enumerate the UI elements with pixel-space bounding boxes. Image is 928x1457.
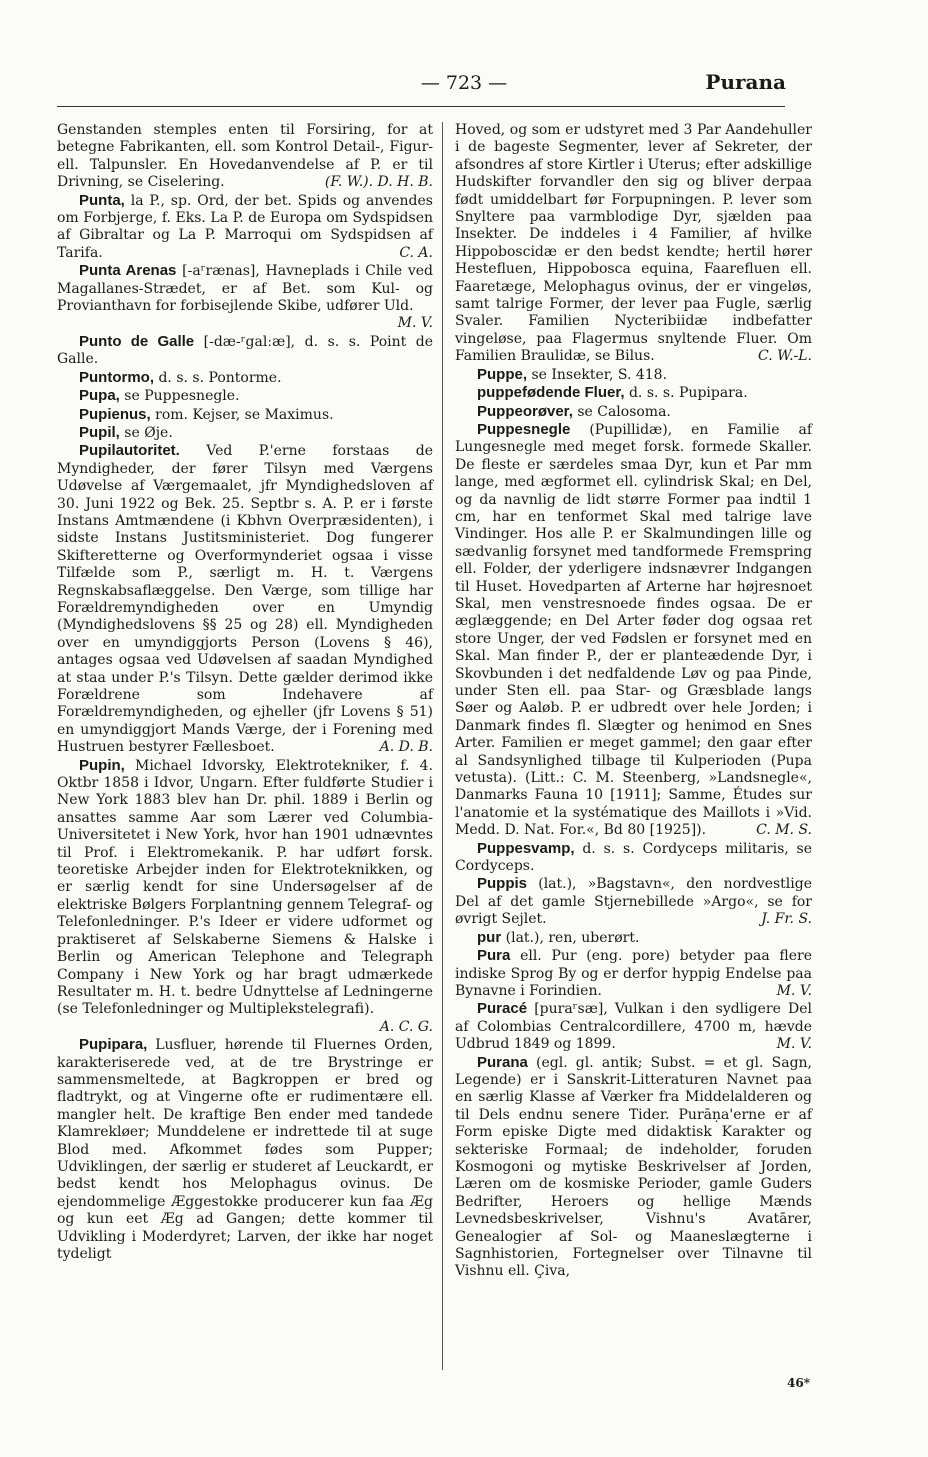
entry-headword: Puppesnegle bbox=[477, 420, 571, 438]
entry-text: Lusfluer, hørende til Fluernes Orden, karakteriserede ved, at de tre Brystringe er sammensmeltede, at Bagkroppen er bred og fladtrykt, og at Vingerne ofte er rudimentære ell. mangler helt. De kraftige Ben ender med tandede Klamrekløer; Munddelene er indrettede til at suge Blod med. Afkommet fødes som Pupper; Udviklingen, der særlig er studeret af Leuckardt, er bedst kendt hos Melophagus ovinus. De ejendommelige Æggestokke producerer kun faa Æg og kun eet Æg ad Gangen; dette kommer til Udvikling i Moderdyret; Larven, der ikke har noget tydeligt bbox=[57, 1037, 434, 1262]
entry-text: (Pupillidæ), en Familie af Lungesnegle med meget forsk. formede Skaller. De fleste er særdeles smaa Dyr, kun et Par mm lange, med ægformet ell. cylindrisk Skal; en Del, og da navnlig de lidt større Former paa indtil 1 cm, har en tenformet Skal med talrige lave Vindinger. Hos alle P. er Skalmundingen lille og sædvanlig forsynet med tandformede Fremspring ell. Folder, der yderligere indsnævrer Indgangen til Huset. Hovedparten af Arterne har højresnoet Skal, men venstresnoede findes ogsaa. De er æglæggende; en Del Arter føder dog ogsaa ret store Unger, der ved Fødslen er forsynet med en Skal. Man finder P., der er planteædende Dyr, i Skovbunden i det nedfaldende Løv og paa Pinde, under Sten ell. paa Star- og Græsblade langs Søer og Aaløb. P. er udbredt over hele Jorden; i Danmark findes fl. Slægter og henimod en Snes Arter. Familien er meget gammel; den gaar efter al Sandsynlighed tilbage til Kulperioden (Pupa vetusta). (Litt.: C. M. Steenberg, »Landsnegle«, Danmarks Fauna 10 [1911]; Samme, Études sur l'anatomie et la systématique des Maillots i »Vid. Medd. D. Nat. For.«, Bd 80 [1925]). bbox=[455, 421, 813, 839]
entry-author-signature: C. M. S. bbox=[756, 822, 812, 839]
entry-headword: Puppesvamp, bbox=[477, 839, 575, 857]
entry-text: Hoved, og som er udstyret med 3 Par Aandehuller i de bageste Segmenter, lever af Sekreter, der afsondres af store Kirtler i Uterus; efter adskillige Hudskifter forvandler den sig og bliver derpaa født umiddelbart før Forpupningen. P. lever som Snyltere paa varmblodige Dyr, sjælden paa Insekter. De inddeles i 4 Familier, af hvilke Hippoboscidæ er den bedst kendte; hertil hører Hestefluen, Hippobosca equina, Faarefluen ell. Faaretæge, Melophagus ovinus, der er vingeløs, samt talrige Former, der lever paa Fugle, særlig Svaler. Familien Nycteribiidæ indbefatter vingeløse, paa Flagermus snyltende Fluer. Om Familien Braulidæ, se Bilus. bbox=[455, 122, 812, 365]
left-column bbox=[57, 122, 433, 1263]
entry-text: (lat.), »Bagstavn«, den nordvestlige Del af det gamle Stjernebillede »Argo«, se for øvrigt Sejlet. bbox=[455, 876, 812, 928]
dictionary-entry bbox=[455, 403, 812, 421]
entry-text: se Calosoma. bbox=[577, 403, 671, 420]
dictionary-entry bbox=[57, 387, 433, 405]
dictionary-entry bbox=[57, 262, 433, 333]
dictionary-entry bbox=[455, 1000, 812, 1053]
entry-author-signature: M. V. bbox=[776, 1036, 812, 1053]
entry-author-signature: A. C. G. bbox=[379, 1018, 433, 1035]
entry-headword: pur bbox=[477, 928, 502, 946]
column-divider bbox=[442, 122, 443, 1370]
entry-headword: Pupa, bbox=[79, 387, 120, 405]
entry-text: [-aʳrænas], Havneplads i Chile ved Magallanes-Strædet, er af Bet. som Kul- og Provianthavn for forbisejlende Skibe, udfører Uld. bbox=[57, 263, 433, 315]
entry-text: Genstanden stemples enten til Forsiring, for at betegne Fabrikanten, ell. som Kontrol Detail-, Figur- ell. Talpunsler. En Hovedanvendelse af P. er til Drivning, se Ciselering. bbox=[57, 122, 433, 191]
dictionary-entry bbox=[455, 366, 812, 384]
entry-headword: Pupipara, bbox=[79, 1036, 148, 1054]
dictionary-entry bbox=[57, 333, 433, 369]
entry-text: d. s. s. Cordyceps militaris, se Cordyceps. bbox=[455, 840, 812, 875]
entry-text: d. s. s. Pupipara. bbox=[628, 385, 748, 402]
dictionary-entry bbox=[57, 1036, 433, 1263]
entry-headword: puppefødende Fluer, bbox=[477, 384, 625, 402]
entry-headword: Purana bbox=[477, 1053, 528, 1071]
entry-text: Michael Idvorsky, Elektrotekniker, f. 4. Oktbr 1858 i Idvor, Ungarn. Efter fuldførte Studier i New York 1883 blev han Dr. phil. 1889 i Berlin og ansattes samme Aar som Lærer ved Columbia-Universitetet i New York, hvor han 1901 udnævntes til Prof. i Elektromekanik. P. har udført forsk. teoretiske Arbejder inden for Elektroteknikken, og er særlig kendt for sine Undersøgelser af de elektriske Bølgers Forplantning gennem Telegraf- og Telefonledninger. P.'s Ideer er videre udformet og praktiseret af Selskaberne Siemens & Halske i Berlin og American Telephone and Telegraph Company i New York og har bragt udmærkede Resultater m. H. t. bedre Udnyttelse af Ledningerne (se Telefonledninger og Multiplekstelegrafi). bbox=[57, 757, 433, 1018]
page-number: — 723 — bbox=[420, 72, 508, 94]
entry-text: ell. Pur (eng. pore) betyder paa flere indiske Sprog By og er derfor hyppig Endelse paa Bynavne i Forindien. bbox=[455, 948, 812, 999]
entry-headword: Punta Arenas bbox=[79, 262, 177, 280]
entry-headword: Pupin, bbox=[79, 756, 125, 774]
entry-headword: Punto de Galle bbox=[79, 332, 195, 350]
dictionary-entry bbox=[57, 757, 433, 1037]
dictionary-entry bbox=[455, 875, 812, 928]
entry-text: se Øje. bbox=[124, 424, 173, 441]
entry-headword: Punta, bbox=[79, 191, 125, 209]
header-rule bbox=[57, 106, 785, 107]
entry-headword: Puppeorøver, bbox=[477, 402, 573, 420]
entry-text: la P., sp. Ord, der bet. Spids og anvendes om Forbjerge, f. Eks. La P. de Europa om Sydspidsen af Gibraltar og La P. Marroqui om Sydspidsen af Tarifa. bbox=[57, 192, 433, 261]
entry-text: se Puppesnegle. bbox=[124, 388, 240, 405]
entry-headword: Puracé bbox=[477, 1000, 528, 1018]
entry-headword: Puppis bbox=[477, 875, 528, 893]
dictionary-entry bbox=[57, 442, 433, 756]
entry-text: rom. Kejser, se Maximus. bbox=[155, 406, 334, 423]
dictionary-entry bbox=[455, 384, 812, 402]
dictionary-entry bbox=[455, 929, 812, 947]
entry-author-signature: (F. W.). D. H. B. bbox=[324, 174, 433, 191]
entry-text: [-dæ-ʳgalːæ], d. s. s. Point de Galle. bbox=[57, 333, 434, 368]
dictionary-entry bbox=[455, 122, 812, 366]
entry-text: se Insekter, S. 418. bbox=[531, 366, 668, 383]
entry-author-signature: J. Fr. S. bbox=[761, 911, 812, 928]
entry-text: (egl. gl. antik; Subst. = et gl. Sagn, Legende) er i Sanskrit-Litteraturen Navnet paa en særlig Klasse af Værker fra Middelalderen og til Dels endnu senere Tider. Purāṇa'erne er af Form episke Digte med didaktisk Karakter og sekteriske Formaal; de indeholder, foruden Kosmogoni og mytiske Beskrivelser af Jorden, Læren om de kosmiske Perioder, gamle Guders Bedrifter, Heroers og hellige Mænds Levnedsbeskrivelser, Vishnu's Avatārer, Genealogier af Sol- og Maaneslægterne i Sagnhistorien, Fortegnelser over Tilnavne til Vishnu ell. Çiva, bbox=[455, 1054, 812, 1280]
entry-text: [puraʳsæ], Vulkan i den sydligere Del af Colombias Centralcordillere, 4700 m, hævde Udbrud 1849 og 1899. bbox=[455, 1001, 812, 1053]
dictionary-entry bbox=[57, 406, 433, 424]
dictionary-entry bbox=[57, 369, 433, 387]
running-head-title: Purana bbox=[705, 70, 786, 94]
entry-text: d. s. s. Pontorme. bbox=[158, 369, 282, 386]
dictionary-entry bbox=[57, 122, 433, 192]
dictionary-entry bbox=[455, 1054, 812, 1281]
dictionary-entry bbox=[57, 192, 433, 263]
entry-author-signature: C. A. bbox=[399, 244, 433, 261]
entry-headword: Pupilautoritet. bbox=[79, 442, 180, 460]
entry-author-signature: M. V. bbox=[397, 315, 433, 332]
entry-headword: Puppe, bbox=[477, 365, 528, 383]
entry-headword: Pupienus, bbox=[79, 405, 151, 423]
sheet-signature-mark: 46* bbox=[787, 1376, 810, 1390]
entry-author-signature: C. W.-L. bbox=[758, 348, 812, 365]
entry-headword: Pupil, bbox=[79, 423, 120, 441]
right-column bbox=[455, 122, 812, 1281]
dictionary-entry bbox=[455, 421, 812, 840]
dictionary-entry bbox=[57, 424, 433, 442]
entry-author-signature: A. D. B. bbox=[379, 739, 433, 756]
entry-headword: Puntormo, bbox=[79, 368, 154, 386]
entry-author-signature: M. V. bbox=[776, 982, 812, 999]
dictionary-entry bbox=[455, 947, 812, 1000]
dictionary-entry bbox=[455, 840, 812, 876]
entry-headword: Pura bbox=[477, 947, 511, 965]
entry-text: Ved P.'erne forstaas de Myndigheder, der fører Tilsyn med Værgens Udøvelse af Værgemaalet, jfr Myndighedsloven af 30. Juni 1922 og Bek. 25. Septbr s. A. P. er i første Instans Amtmændene (i Kbhvn Overpræsidenten), i sidste Instans Justitsministeriet. Dog fungerer Skifteretterne og Overformynderiet ogsaa i visse Tilfælde som P., særligt m. H. t. Værgens Regnskabsaflæggelse. Den Værge, som tillige har Forældremyndigheden over en Umyndig (Myndighedslovens §§ 25 og 28) ell. Myndigheden over en umyndiggjorts Person (Lovens § 46), antages ogsaa ved Udøvelsen af saadan Myndighed at staa under P.'s Tilsyn. Dette gælder derimod ikke Forældrene som Indehavere af Forældremyndigheden, og ejheller (jfr Lovens § 51) en umyndiggjort Mands Værge, der i Forening med Hustruen bestyrer Fællesboet. bbox=[57, 443, 433, 756]
entry-text: (lat.), ren, uberørt. bbox=[505, 929, 640, 946]
